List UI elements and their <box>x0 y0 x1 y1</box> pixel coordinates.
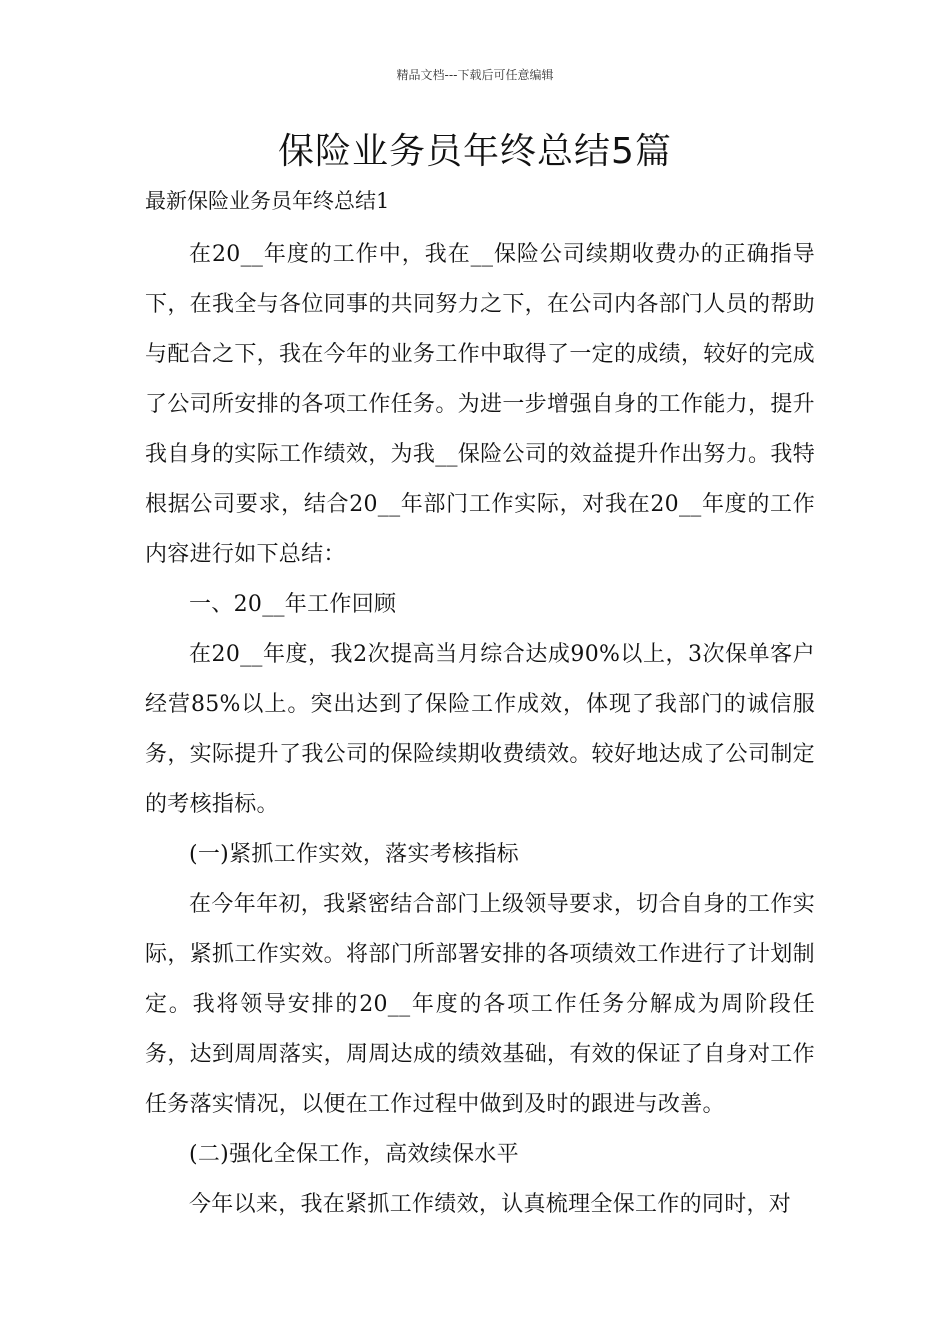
document-body <box>145 180 815 1230</box>
paragraph-intro: 在20__年度的工作中，我在__保险公司续期收费办的正确指导下，在我全与各位同事的共同努力之下，在公司内各部门人员的帮助与配合之下，我在今年的业务工作中取得了一定的成绩，较好的完成了公司所安排的各项工作任务。为进一步增强自身的工作能力，提升我自身的实际工作绩效，为我__保险公司的效益提升作出努力。我特根据公司要求，结合20__年部门工作实际，对我在20__年度的工作内容进行如下总结： <box>145 242 815 567</box>
page-header-note: 精品文档---下载后可任意编辑 <box>396 68 554 82</box>
subsection-heading-2: (二)强化全保工作，高效续保水平 <box>189 1142 519 1167</box>
section-heading-review: 一、20__年工作回顾 <box>189 592 397 617</box>
subsection-heading-1: (一)紧抓工作实效，落实考核指标 <box>189 842 519 867</box>
paragraph-review: 在20__年度，我2次提高当月综合达成90%以上，3次保单客户经营85%以上。突出达到了保险工作成效，体现了我部门的诚信服务，实际提升了我公司的保险续期收费绩效。较好地达成了公司制定的考核指标。 <box>145 642 815 817</box>
document-subtitle: 最新保险业务员年终总结1 <box>145 189 390 213</box>
paragraph-subsection-1: 在今年年初，我紧密结合部门上级领导要求，切合自身的工作实际，紧抓工作实效。将部门所部署安排的各项绩效工作进行了计划制定。我将领导安排的20__年度的各项工作任务分解成为周阶段任务，达到周周落实，周周达成的绩效基础，有效的保证了自身对工作任务落实情况，以便在工作过程中做到及时的跟进与改善。 <box>145 892 815 1117</box>
document-title: 保险业务员年终总结5篇 <box>278 131 672 172</box>
paragraph-subsection-2: 今年以来，我在紧抓工作绩效，认真梳理全保工作的同时，对 <box>189 1192 792 1217</box>
